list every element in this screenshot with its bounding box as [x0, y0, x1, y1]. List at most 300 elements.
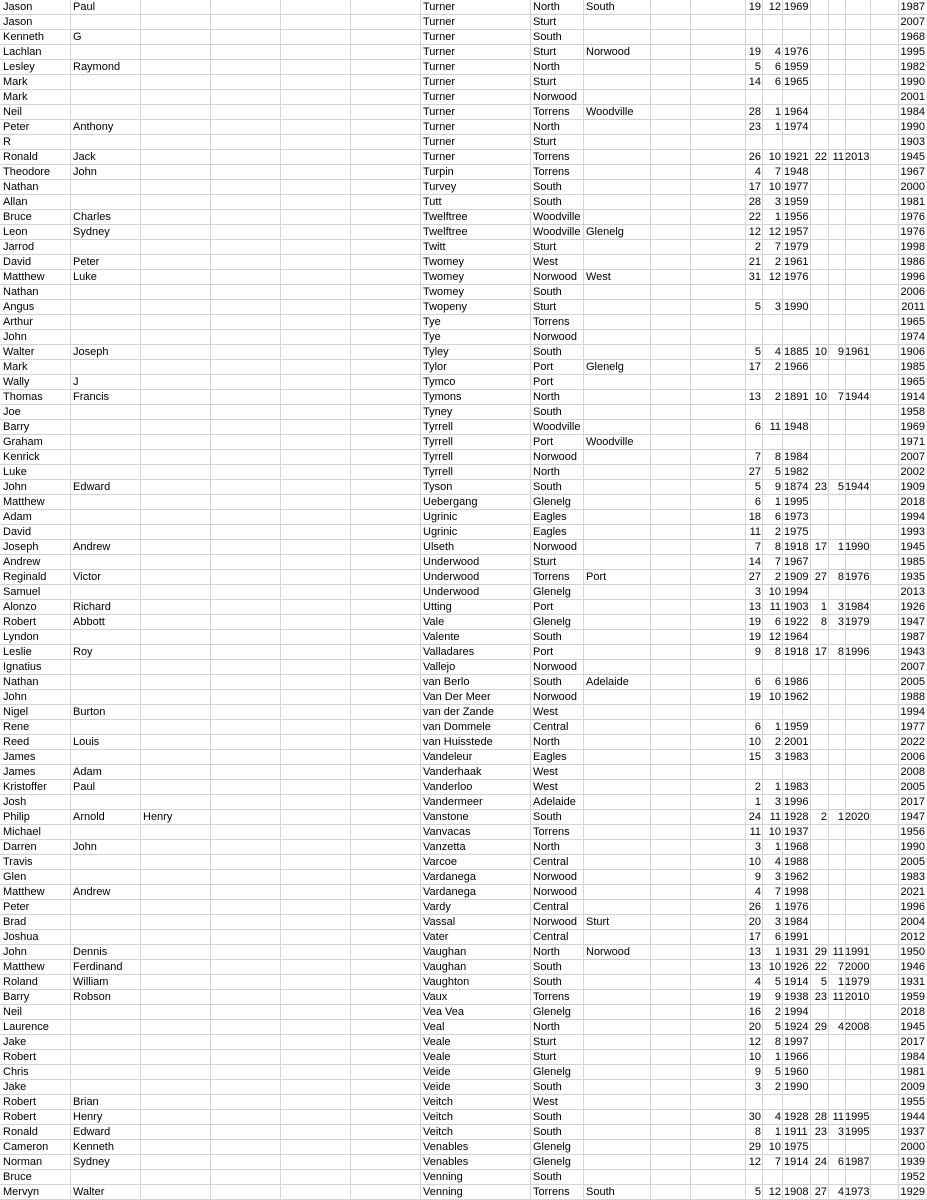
cell-birth-day[interactable]: 9: [754, 646, 761, 658]
cell-debut-year[interactable]: 2006: [900, 286, 925, 298]
cell-birth-year[interactable]: [784, 435, 810, 450]
cell-birth-year[interactable]: 1922: [784, 616, 809, 628]
cell-death-day[interactable]: [810, 15, 827, 30]
cell-birth-year[interactable]: 1965: [784, 76, 809, 88]
cell-death-year[interactable]: [845, 1035, 870, 1050]
cell-birth-month[interactable]: 3: [774, 196, 781, 208]
cell-middle-name[interactable]: [73, 675, 139, 690]
cell-birth-day[interactable]: 15: [748, 751, 761, 763]
cell-surname[interactable]: Turpin: [423, 166, 454, 178]
cell-club[interactable]: South: [533, 1111, 562, 1123]
cell-first-name[interactable]: Mervyn: [3, 1186, 40, 1198]
cell-middle-name[interactable]: Arnold: [73, 811, 105, 823]
cell-death-month[interactable]: [828, 420, 844, 435]
cell-death-day[interactable]: [810, 465, 827, 480]
cell-death-month[interactable]: [828, 885, 844, 900]
cell-death-month[interactable]: 9: [837, 346, 844, 358]
cell-third-name[interactable]: [143, 735, 209, 750]
cell-birth-month[interactable]: 5: [774, 976, 781, 988]
cell-death-day[interactable]: [810, 1080, 827, 1095]
cell-death-day[interactable]: 27: [814, 571, 827, 583]
cell-death-year[interactable]: [845, 0, 870, 15]
cell-surname[interactable]: Tye: [423, 316, 441, 328]
cell-third-name[interactable]: [143, 510, 209, 525]
cell-middle-name[interactable]: Paul: [73, 1, 96, 13]
cell-birth-day[interactable]: 9: [754, 1066, 761, 1078]
cell-first-name[interactable]: Adam: [3, 511, 32, 523]
cell-death-day[interactable]: [810, 1140, 827, 1155]
cell-second-club[interactable]: Woodville: [586, 106, 634, 118]
cell-surname[interactable]: Vale: [423, 616, 445, 628]
cell-first-name[interactable]: Kenneth: [3, 31, 44, 43]
cell-third-name[interactable]: [143, 765, 209, 780]
cell-second-club[interactable]: [586, 930, 650, 945]
cell-birth-month[interactable]: 7: [774, 241, 781, 253]
cell-club[interactable]: Norwood: [533, 661, 578, 673]
cell-death-year[interactable]: [845, 285, 870, 300]
cell-middle-name[interactable]: [73, 180, 139, 195]
cell-first-name[interactable]: Mark: [3, 91, 28, 103]
cell-surname[interactable]: Vea Vea: [423, 1006, 464, 1018]
cell-birth-day[interactable]: [745, 330, 761, 345]
cell-death-day[interactable]: 24: [814, 1156, 827, 1168]
cell-birth-month[interactable]: 1: [774, 121, 781, 133]
cell-birth-day[interactable]: 5: [754, 301, 761, 313]
cell-club[interactable]: Glenelg: [533, 1156, 571, 1168]
cell-death-year[interactable]: [845, 225, 870, 240]
cell-death-month[interactable]: [828, 870, 844, 885]
cell-birth-year[interactable]: 1948: [784, 421, 809, 433]
cell-first-name[interactable]: Lachlan: [3, 46, 42, 58]
cell-middle-name[interactable]: Louis: [73, 736, 100, 748]
cell-second-club[interactable]: [586, 345, 650, 360]
cell-birth-year[interactable]: 1959: [784, 196, 809, 208]
cell-birth-day[interactable]: 4: [754, 976, 761, 988]
cell-middle-name[interactable]: [73, 75, 139, 90]
cell-second-club[interactable]: Sturt: [586, 916, 610, 928]
cell-third-name[interactable]: [143, 1080, 209, 1095]
cell-debut-year[interactable]: 1990: [900, 841, 925, 853]
cell-third-name[interactable]: [143, 240, 209, 255]
cell-second-club[interactable]: [586, 525, 650, 540]
cell-middle-name[interactable]: Jack: [73, 151, 96, 163]
cell-birth-year[interactable]: 1973: [784, 511, 809, 523]
cell-middle-name[interactable]: Abbott: [73, 616, 105, 628]
cell-third-name[interactable]: [143, 435, 209, 450]
cell-second-club[interactable]: [586, 720, 650, 735]
cell-third-name[interactable]: [143, 255, 209, 270]
cell-death-year[interactable]: 1996: [845, 646, 870, 658]
cell-debut-year[interactable]: 2008: [900, 766, 925, 778]
cell-birth-month[interactable]: 7: [774, 166, 781, 178]
cell-birth-month[interactable]: 1: [774, 496, 781, 508]
cell-birth-month[interactable]: 2: [774, 526, 781, 538]
cell-third-name[interactable]: [143, 450, 209, 465]
cell-debut-year[interactable]: 2004: [900, 916, 925, 928]
cell-second-club[interactable]: [586, 510, 650, 525]
cell-middle-name[interactable]: Anthony: [73, 121, 114, 133]
cell-birth-day[interactable]: [745, 135, 761, 150]
cell-first-name[interactable]: Andrew: [3, 556, 41, 568]
cell-surname[interactable]: Veitch: [423, 1096, 453, 1108]
cell-death-day[interactable]: [810, 405, 827, 420]
cell-club[interactable]: South: [533, 1081, 562, 1093]
cell-second-club[interactable]: [586, 630, 650, 645]
cell-surname[interactable]: Veitch: [423, 1111, 453, 1123]
cell-death-year[interactable]: [845, 765, 870, 780]
cell-first-name[interactable]: Robert: [3, 616, 37, 628]
cell-birth-year[interactable]: 1977: [784, 181, 809, 193]
cell-second-club[interactable]: [586, 1080, 650, 1095]
cell-club[interactable]: North: [533, 1, 560, 13]
cell-second-club[interactable]: South: [586, 1, 615, 13]
cell-surname[interactable]: Twopeny: [423, 301, 468, 313]
cell-debut-year[interactable]: 1993: [900, 526, 925, 538]
cell-birth-month[interactable]: 9: [774, 991, 781, 1003]
cell-surname[interactable]: Tymco: [423, 376, 456, 388]
cell-birth-day[interactable]: 13: [748, 391, 761, 403]
cell-middle-name[interactable]: [73, 1170, 139, 1185]
cell-death-year[interactable]: [845, 1065, 870, 1080]
cell-third-name[interactable]: [143, 960, 209, 975]
cell-death-year[interactable]: 1987: [845, 1156, 870, 1168]
cell-birth-year[interactable]: 1948: [784, 166, 809, 178]
cell-death-day[interactable]: [810, 870, 827, 885]
cell-death-day[interactable]: [810, 270, 827, 285]
cell-club[interactable]: South: [533, 286, 562, 298]
cell-third-name[interactable]: [143, 570, 209, 585]
cell-birth-month[interactable]: 12: [768, 226, 781, 238]
cell-middle-name[interactable]: Victor: [73, 571, 101, 583]
cell-surname[interactable]: Vallejo: [423, 661, 456, 673]
cell-third-name[interactable]: [143, 1155, 209, 1170]
cell-birth-day[interactable]: 17: [748, 931, 761, 943]
cell-death-year[interactable]: 1990: [845, 541, 870, 553]
cell-middle-name[interactable]: [73, 465, 139, 480]
cell-birth-year[interactable]: 1968: [784, 841, 809, 853]
cell-death-year[interactable]: 1995: [845, 1126, 870, 1138]
cell-birth-year[interactable]: 1976: [784, 46, 809, 58]
cell-death-day[interactable]: [810, 705, 827, 720]
cell-debut-year[interactable]: 1984: [900, 1051, 925, 1063]
cell-death-month[interactable]: [828, 795, 844, 810]
cell-third-name[interactable]: [143, 345, 209, 360]
cell-middle-name[interactable]: [73, 495, 139, 510]
cell-birth-year[interactable]: 1931: [784, 946, 809, 958]
cell-first-name[interactable]: Joe: [3, 406, 21, 418]
cell-death-day[interactable]: [810, 105, 827, 120]
cell-death-year[interactable]: [845, 705, 870, 720]
cell-middle-name[interactable]: Luke: [73, 271, 97, 283]
cell-birth-month[interactable]: 1: [774, 781, 781, 793]
cell-middle-name[interactable]: [73, 240, 139, 255]
cell-club[interactable]: Glenelg: [533, 1141, 571, 1153]
cell-debut-year[interactable]: 1959: [900, 991, 925, 1003]
cell-birth-day[interactable]: 17: [748, 361, 761, 373]
cell-third-name[interactable]: [143, 855, 209, 870]
cell-birth-month[interactable]: [762, 405, 781, 420]
cell-death-month[interactable]: [828, 330, 844, 345]
cell-middle-name[interactable]: [73, 1080, 139, 1095]
cell-debut-year[interactable]: 2007: [900, 451, 925, 463]
cell-surname[interactable]: Vater: [423, 931, 449, 943]
cell-death-month[interactable]: [828, 450, 844, 465]
cell-birth-day[interactable]: 3: [754, 586, 761, 598]
cell-death-day[interactable]: [810, 1050, 827, 1065]
cell-debut-year[interactable]: 1945: [900, 541, 925, 553]
cell-birth-day[interactable]: 10: [748, 1051, 761, 1063]
cell-death-year[interactable]: [845, 735, 870, 750]
cell-birth-day[interactable]: [745, 435, 761, 450]
cell-death-day[interactable]: 8: [820, 616, 827, 628]
cell-debut-year[interactable]: 1903: [900, 136, 925, 148]
cell-birth-day[interactable]: 7: [754, 451, 761, 463]
cell-birth-year[interactable]: 1961: [784, 256, 809, 268]
cell-death-month[interactable]: [828, 75, 844, 90]
cell-death-day[interactable]: [810, 435, 827, 450]
cell-first-name[interactable]: Rene: [3, 721, 30, 733]
cell-second-club[interactable]: [586, 900, 650, 915]
cell-birth-day[interactable]: 12: [748, 1036, 761, 1048]
cell-death-day[interactable]: [810, 780, 827, 795]
cell-birth-day[interactable]: 11: [749, 826, 761, 838]
cell-second-club[interactable]: [586, 540, 650, 555]
cell-death-year[interactable]: [845, 435, 870, 450]
cell-debut-year[interactable]: 2005: [900, 676, 925, 688]
cell-third-name[interactable]: [143, 930, 209, 945]
cell-third-name[interactable]: [143, 405, 209, 420]
cell-birth-day[interactable]: 26: [748, 151, 761, 163]
cell-birth-day[interactable]: 5: [754, 346, 761, 358]
cell-third-name[interactable]: [143, 600, 209, 615]
cell-third-name[interactable]: [143, 210, 209, 225]
cell-death-year[interactable]: [845, 795, 870, 810]
cell-birth-year[interactable]: [784, 135, 810, 150]
cell-death-year[interactable]: [845, 120, 870, 135]
cell-surname[interactable]: Ulseth: [423, 541, 455, 553]
cell-birth-day[interactable]: 28: [748, 196, 761, 208]
cell-third-name[interactable]: [143, 1125, 209, 1140]
cell-surname[interactable]: Twitt: [423, 241, 446, 253]
cell-second-club[interactable]: [586, 255, 650, 270]
cell-third-name[interactable]: [143, 900, 209, 915]
cell-birth-month[interactable]: 1: [774, 841, 781, 853]
cell-surname[interactable]: Venning: [423, 1186, 463, 1198]
cell-birth-day[interactable]: 27: [748, 466, 761, 478]
cell-death-month[interactable]: 7: [837, 391, 844, 403]
cell-third-name[interactable]: [143, 75, 209, 90]
cell-first-name[interactable]: Jarrod: [3, 241, 35, 253]
cell-third-name[interactable]: [143, 495, 209, 510]
cell-middle-name[interactable]: Andrew: [73, 541, 111, 553]
cell-third-name[interactable]: [143, 675, 209, 690]
cell-birth-day[interactable]: [745, 705, 761, 720]
cell-debut-year[interactable]: 1939: [900, 1156, 925, 1168]
cell-surname[interactable]: Vanvacas: [423, 826, 471, 838]
cell-surname[interactable]: Vardanega: [423, 886, 477, 898]
cell-club[interactable]: South: [533, 676, 562, 688]
cell-second-club[interactable]: [586, 960, 650, 975]
cell-second-club[interactable]: [586, 690, 650, 705]
cell-middle-name[interactable]: [73, 360, 139, 375]
cell-birth-year[interactable]: 1928: [784, 811, 809, 823]
cell-death-day[interactable]: [810, 420, 827, 435]
cell-debut-year[interactable]: 1965: [900, 376, 925, 388]
cell-surname[interactable]: Turner: [423, 46, 455, 58]
cell-first-name[interactable]: Travis: [3, 856, 33, 868]
cell-middle-name[interactable]: [73, 15, 139, 30]
cell-death-month[interactable]: [828, 1005, 844, 1020]
cell-club[interactable]: Sturt: [533, 136, 557, 148]
cell-middle-name[interactable]: Raymond: [73, 61, 121, 73]
cell-death-year[interactable]: [845, 1080, 870, 1095]
cell-death-day[interactable]: [810, 0, 827, 15]
cell-first-name[interactable]: Matthew: [3, 886, 45, 898]
cell-birth-day[interactable]: 19: [748, 46, 761, 58]
cell-birth-month[interactable]: 6: [774, 61, 781, 73]
cell-death-month[interactable]: [828, 915, 844, 930]
cell-debut-year[interactable]: 1968: [900, 31, 925, 43]
cell-birth-year[interactable]: 1914: [784, 1156, 809, 1168]
cell-death-year[interactable]: [845, 630, 870, 645]
cell-surname[interactable]: Turner: [423, 61, 455, 73]
cell-club[interactable]: Port: [533, 646, 554, 658]
cell-surname[interactable]: Twomey: [423, 271, 464, 283]
cell-birth-day[interactable]: 26: [748, 901, 761, 913]
cell-debut-year[interactable]: 1971: [900, 436, 925, 448]
cell-third-name[interactable]: [143, 135, 209, 150]
cell-second-club[interactable]: [586, 465, 650, 480]
cell-death-day[interactable]: [810, 225, 827, 240]
cell-death-month[interactable]: [828, 60, 844, 75]
cell-surname[interactable]: Venables: [423, 1141, 469, 1153]
cell-third-name[interactable]: [143, 780, 209, 795]
cell-birth-year[interactable]: [784, 330, 810, 345]
cell-death-day[interactable]: 23: [814, 991, 827, 1003]
cell-second-club[interactable]: [586, 840, 650, 855]
cell-death-year[interactable]: [845, 405, 870, 420]
cell-death-day[interactable]: 28: [814, 1111, 827, 1123]
cell-club[interactable]: South: [533, 181, 562, 193]
cell-surname[interactable]: Tylor: [423, 361, 447, 373]
cell-birth-month[interactable]: [762, 660, 781, 675]
cell-death-month[interactable]: 6: [837, 1156, 844, 1168]
cell-death-year[interactable]: [845, 15, 870, 30]
cell-first-name[interactable]: John: [3, 691, 27, 703]
cell-middle-name[interactable]: [73, 405, 139, 420]
cell-death-month[interactable]: [828, 270, 844, 285]
cell-birth-month[interactable]: 2: [774, 736, 781, 748]
cell-birth-year[interactable]: 1984: [784, 451, 809, 463]
cell-debut-year[interactable]: 1944: [900, 1111, 925, 1123]
cell-birth-year[interactable]: 1918: [784, 541, 809, 553]
cell-death-year[interactable]: [845, 75, 870, 90]
cell-first-name[interactable]: John: [3, 331, 27, 343]
cell-debut-year[interactable]: 1987: [900, 1, 925, 13]
cell-second-club[interactable]: [586, 300, 650, 315]
cell-death-day[interactable]: [810, 195, 827, 210]
cell-debut-year[interactable]: 1952: [900, 1171, 925, 1183]
cell-birth-month[interactable]: 5: [774, 466, 781, 478]
cell-second-club[interactable]: [586, 90, 650, 105]
cell-birth-month[interactable]: 4: [774, 1111, 781, 1123]
cell-death-month[interactable]: 11: [832, 1111, 844, 1123]
cell-death-year[interactable]: [845, 840, 870, 855]
cell-death-year[interactable]: [845, 690, 870, 705]
cell-birth-month[interactable]: 2: [774, 391, 781, 403]
cell-first-name[interactable]: Lyndon: [3, 631, 39, 643]
cell-birth-year[interactable]: 1964: [784, 631, 809, 643]
cell-birth-year[interactable]: 1874: [784, 481, 809, 493]
cell-death-day[interactable]: 5: [820, 976, 827, 988]
cell-death-year[interactable]: 1961: [845, 346, 870, 358]
cell-debut-year[interactable]: 1926: [900, 601, 925, 613]
cell-death-month[interactable]: [828, 720, 844, 735]
cell-surname[interactable]: Turner: [423, 16, 455, 28]
cell-death-year[interactable]: [845, 675, 870, 690]
cell-third-name[interactable]: [143, 60, 209, 75]
cell-club[interactable]: Eagles: [533, 511, 567, 523]
cell-third-name[interactable]: [143, 1110, 209, 1125]
cell-death-year[interactable]: 2000: [845, 961, 870, 973]
cell-debut-year[interactable]: 1985: [900, 556, 925, 568]
cell-death-day[interactable]: [810, 375, 827, 390]
cell-middle-name[interactable]: [73, 315, 139, 330]
cell-surname[interactable]: Veitch: [423, 1126, 453, 1138]
cell-debut-year[interactable]: 1976: [900, 211, 925, 223]
cell-surname[interactable]: van der Zande: [423, 706, 494, 718]
cell-death-day[interactable]: [810, 735, 827, 750]
cell-second-club[interactable]: [586, 885, 650, 900]
cell-second-club[interactable]: Woodville: [586, 436, 634, 448]
cell-first-name[interactable]: James: [3, 751, 36, 763]
cell-death-month[interactable]: [828, 45, 844, 60]
cell-surname[interactable]: Turvey: [423, 181, 457, 193]
cell-middle-name[interactable]: Edward: [73, 1126, 111, 1138]
cell-birth-month[interactable]: 6: [774, 676, 781, 688]
cell-first-name[interactable]: Peter: [3, 121, 30, 133]
cell-club[interactable]: West: [533, 781, 558, 793]
cell-second-club[interactable]: [586, 615, 650, 630]
cell-death-year[interactable]: 1995: [845, 1111, 870, 1123]
cell-birth-year[interactable]: 1964: [784, 106, 809, 118]
cell-club[interactable]: Port: [533, 376, 554, 388]
cell-death-month[interactable]: [828, 750, 844, 765]
cell-first-name[interactable]: Darren: [3, 841, 37, 853]
cell-third-name[interactable]: [143, 375, 209, 390]
cell-birth-day[interactable]: 20: [748, 916, 761, 928]
cell-debut-year[interactable]: 2005: [900, 781, 925, 793]
cell-third-name[interactable]: [143, 360, 209, 375]
cell-surname[interactable]: Underwood: [423, 571, 480, 583]
cell-birth-year[interactable]: 1959: [784, 61, 809, 73]
cell-middle-name[interactable]: [73, 720, 139, 735]
cell-death-day[interactable]: [810, 75, 827, 90]
cell-death-year[interactable]: [845, 720, 870, 735]
cell-birth-year[interactable]: [784, 405, 810, 420]
cell-surname[interactable]: Vaughton: [423, 976, 470, 988]
cell-club[interactable]: North: [533, 61, 560, 73]
cell-birth-day[interactable]: 5: [754, 1186, 761, 1198]
cell-death-year[interactable]: [845, 450, 870, 465]
cell-club[interactable]: Central: [533, 931, 569, 943]
cell-surname[interactable]: Turner: [423, 151, 455, 163]
cell-birth-day[interactable]: [745, 315, 761, 330]
cell-club[interactable]: Port: [533, 436, 554, 448]
cell-birth-year[interactable]: 1982: [784, 466, 809, 478]
cell-surname[interactable]: Vanstone: [423, 811, 469, 823]
cell-first-name[interactable]: Angus: [3, 301, 35, 313]
